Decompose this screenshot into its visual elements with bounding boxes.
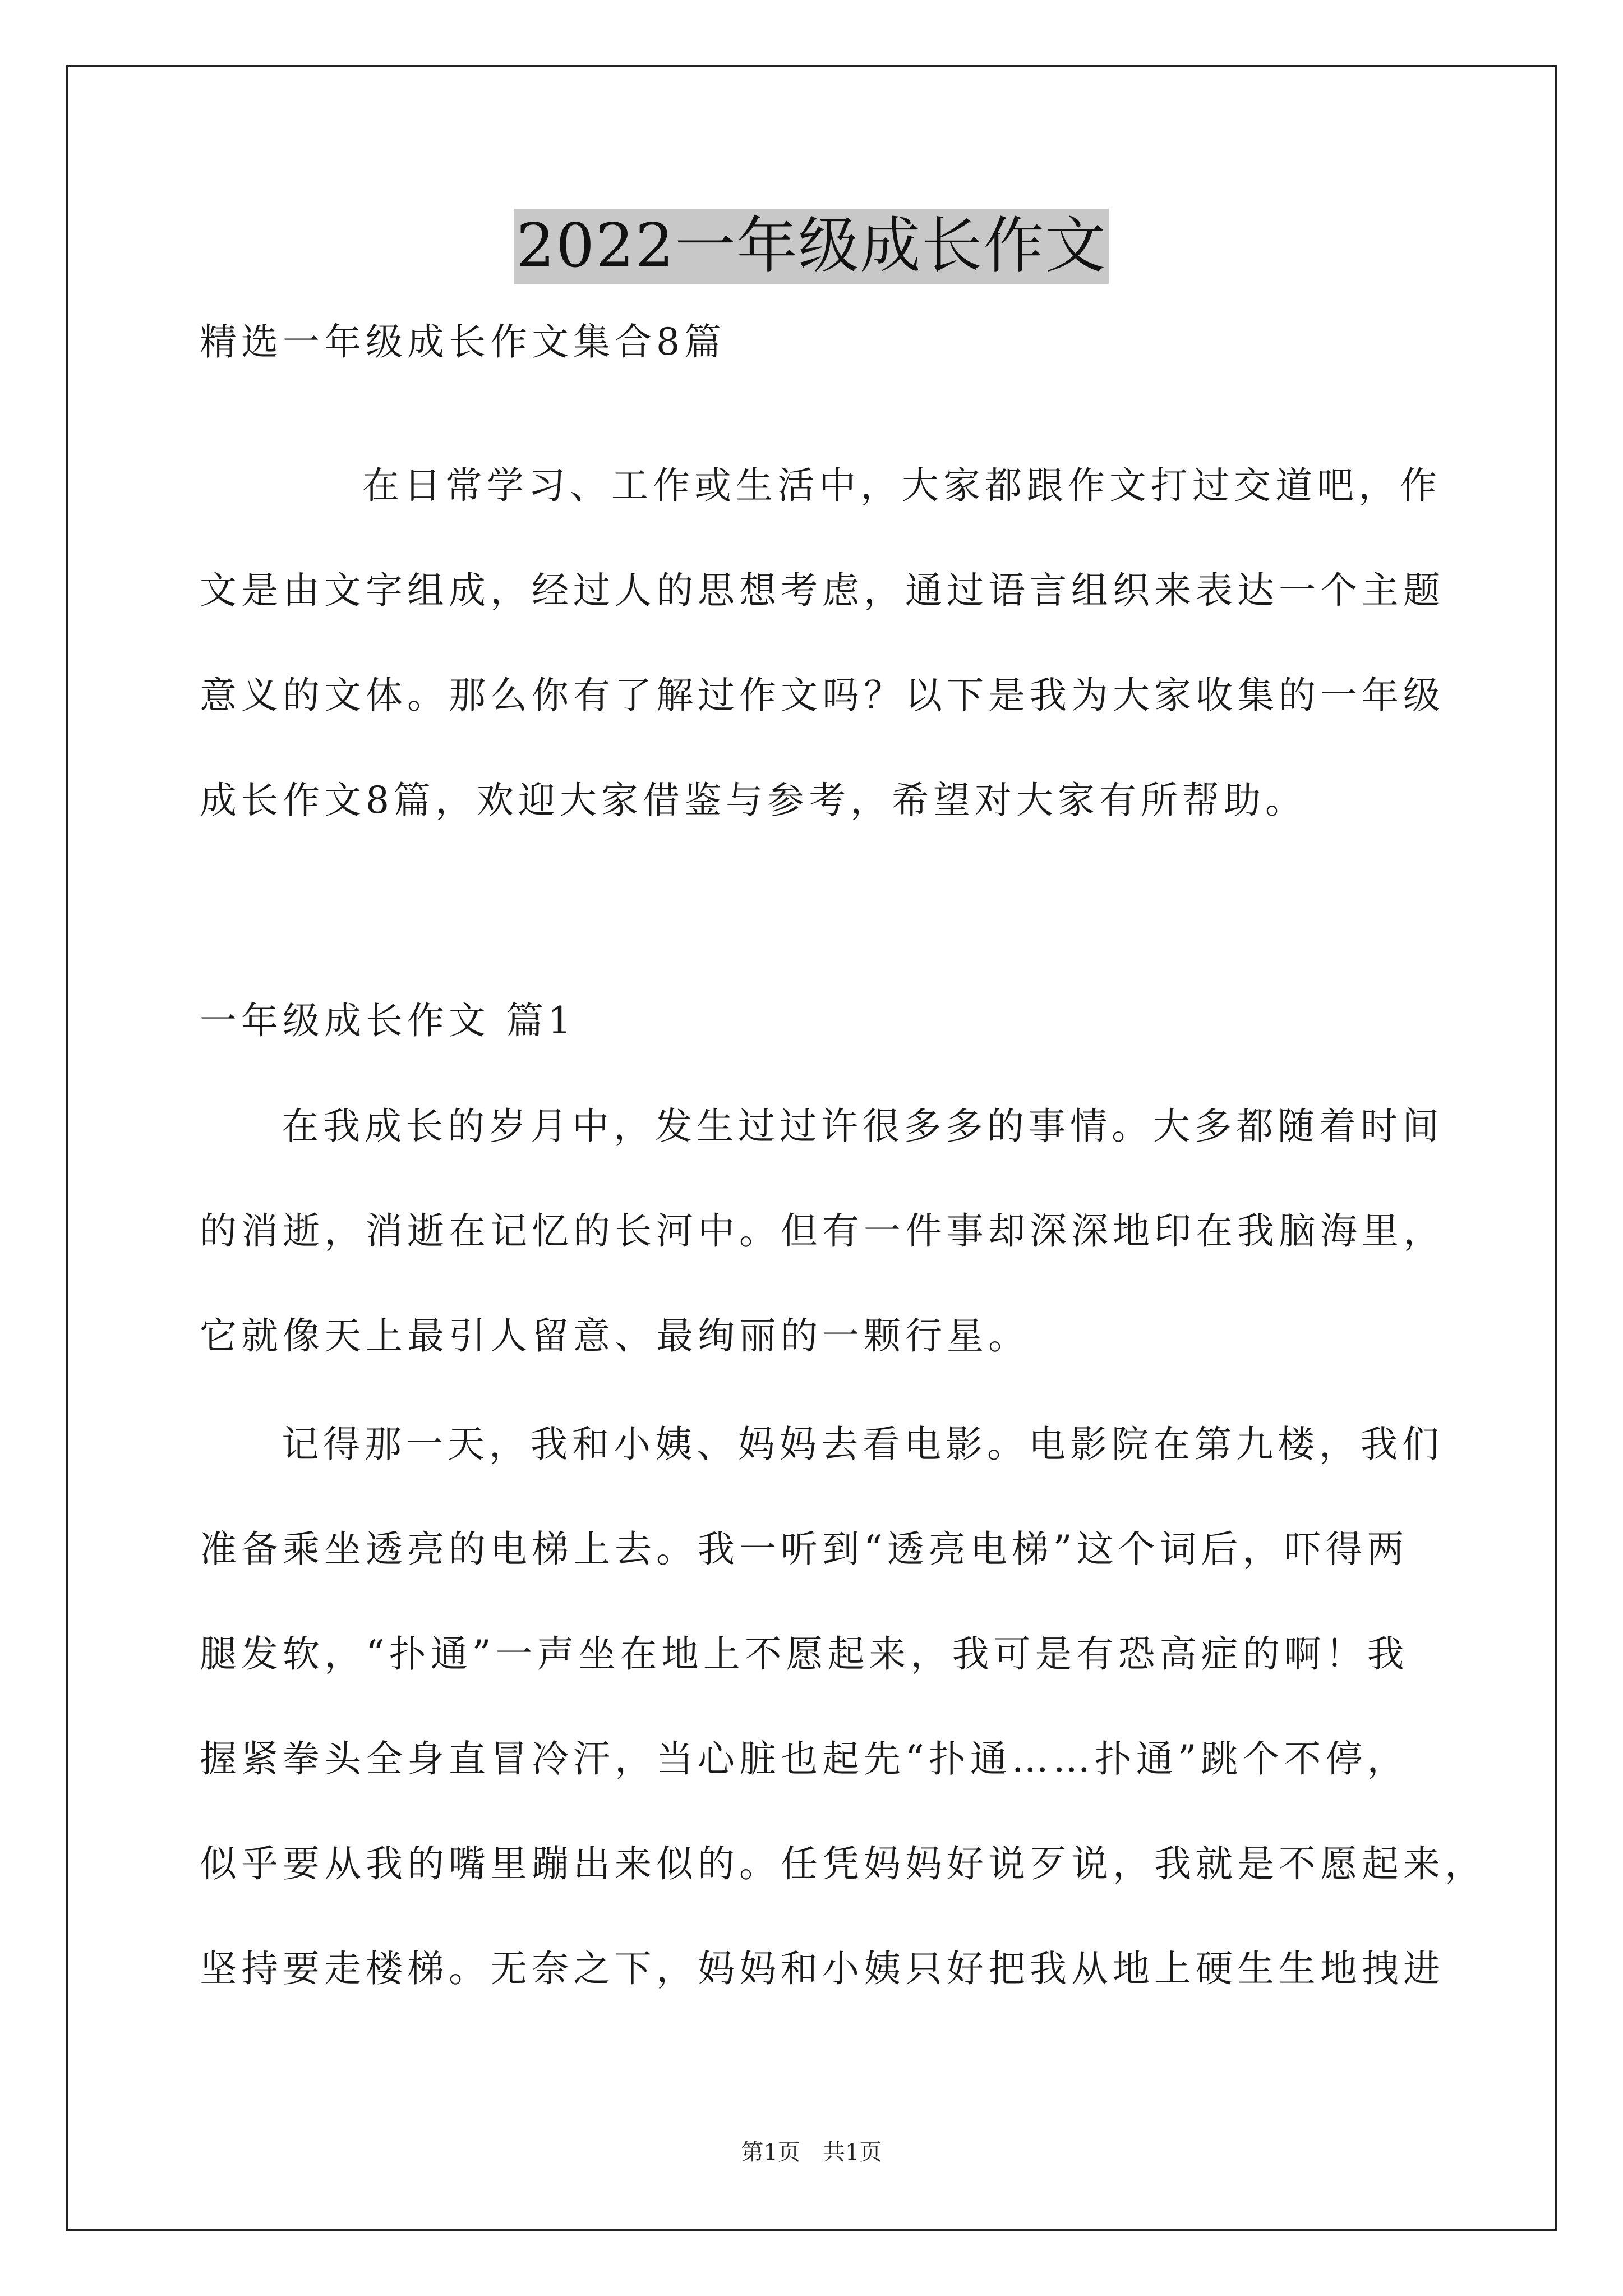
para1-line: 的消逝，消逝在记忆的长河中。但有一件事却深深地印在我脑海里， <box>200 1209 1445 1253</box>
para2-line: 似乎要从我的嘴里蹦出来似的。任凭妈妈好说歹说，我就是不愿起来， <box>200 1842 1486 1885</box>
intro-line: 文是由文字组成，经过人的思想考虑，通过语言组织来表达一个主题 <box>200 569 1445 612</box>
intro-line: 成长作文8篇，欢迎大家借鉴与参考，希望对大家有所帮助。 <box>200 779 1307 822</box>
section-heading: 一年级成长作文 篇1 <box>200 999 576 1042</box>
para2-line: 腿发软，“扑通”一声坐在地上不愿起来，我可是有恐高症的啊！我 <box>200 1632 1409 1676</box>
para1-line: 在我成长的岁月中，发生过过许很多多的事情。大多都随着时间 <box>282 1105 1444 1148</box>
page-footer: 第1页 共1页 <box>741 2139 882 2165</box>
document-title: 2022一年级成长作文 <box>514 209 1109 284</box>
subtitle: 精选一年级成长作文集合8篇 <box>200 320 726 364</box>
para2-line: 准备乘坐透亮的电梯上去。我一听到“透亮电梯”这个词后，吓得两 <box>200 1527 1409 1571</box>
para2-line: 坚持要走楼梯。无奈之下，妈妈和小姨只好把我从地上硬生生地拽进 <box>200 1947 1445 1990</box>
para2-line: 记得那一天，我和小姨、妈妈去看电影。电影院在第九楼，我们 <box>282 1423 1444 1466</box>
intro-line: 在日常学习、工作或生活中，大家都跟作文打过交道吧，作 <box>362 464 1441 507</box>
title-wrap <box>0 209 1623 284</box>
para2-line: 握紧拳头全身直冒冷汗，当心脏也起先“扑通……扑通”跳个不停， <box>200 1737 1409 1780</box>
intro-line: 意义的文体。那么你有了解过作文吗？以下是我为大家收集的一年级 <box>200 674 1445 717</box>
para1-line: 它就像天上最引人留意、最绚丽的一颗行星。 <box>200 1314 1030 1358</box>
